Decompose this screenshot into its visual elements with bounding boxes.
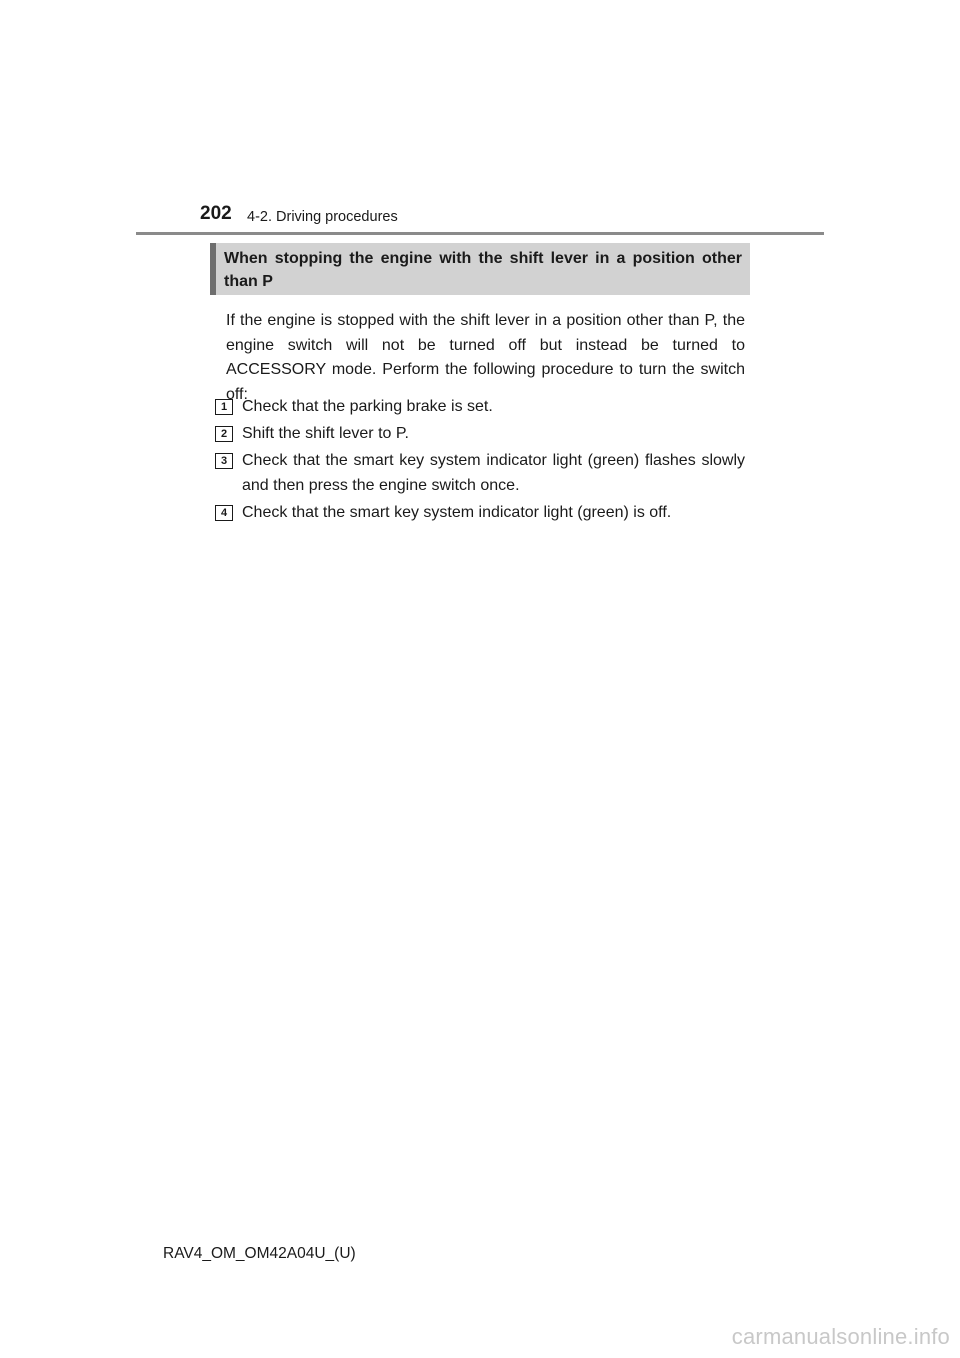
section-title: 4-2. Driving procedures	[247, 209, 398, 225]
intro-paragraph: If the engine is stopped with the shift lever in a position other than P, the engine switch will not be turned off but instead be turned to ACCESSORY mode. Perform the following procedure to turn the switch off:	[226, 312, 745, 403]
header-divider	[136, 232, 824, 235]
step-text: Check that the parking brake is set.	[242, 398, 493, 415]
step-number-badge: 1	[215, 399, 233, 415]
step-number-badge: 4	[215, 505, 233, 521]
topic-heading-box	[210, 243, 750, 295]
step-text: Shift the shift lever to P.	[242, 425, 409, 442]
topic-heading: When stopping the engine with the shift lever in a position other than P	[224, 250, 742, 290]
site-watermark: carmanualsonline.info	[731, 1324, 950, 1349]
step-item	[215, 449, 745, 498]
step-number-badge: 2	[215, 426, 233, 442]
step-number-badge: 3	[215, 453, 233, 469]
step-item	[215, 422, 745, 447]
step-item	[215, 395, 745, 420]
procedure-steps	[215, 395, 745, 528]
step-text: Check that the smart key system indicator light (green) is off.	[242, 503, 672, 521]
manual-code: RAV4_OM_OM42A04U_(U)	[163, 1245, 356, 1262]
step-item	[215, 501, 745, 526]
step-text: Check that the smart key system indicator light (green) flashes slowly and then press the engine switch once.	[242, 452, 745, 494]
page-number: 202	[200, 203, 232, 224]
